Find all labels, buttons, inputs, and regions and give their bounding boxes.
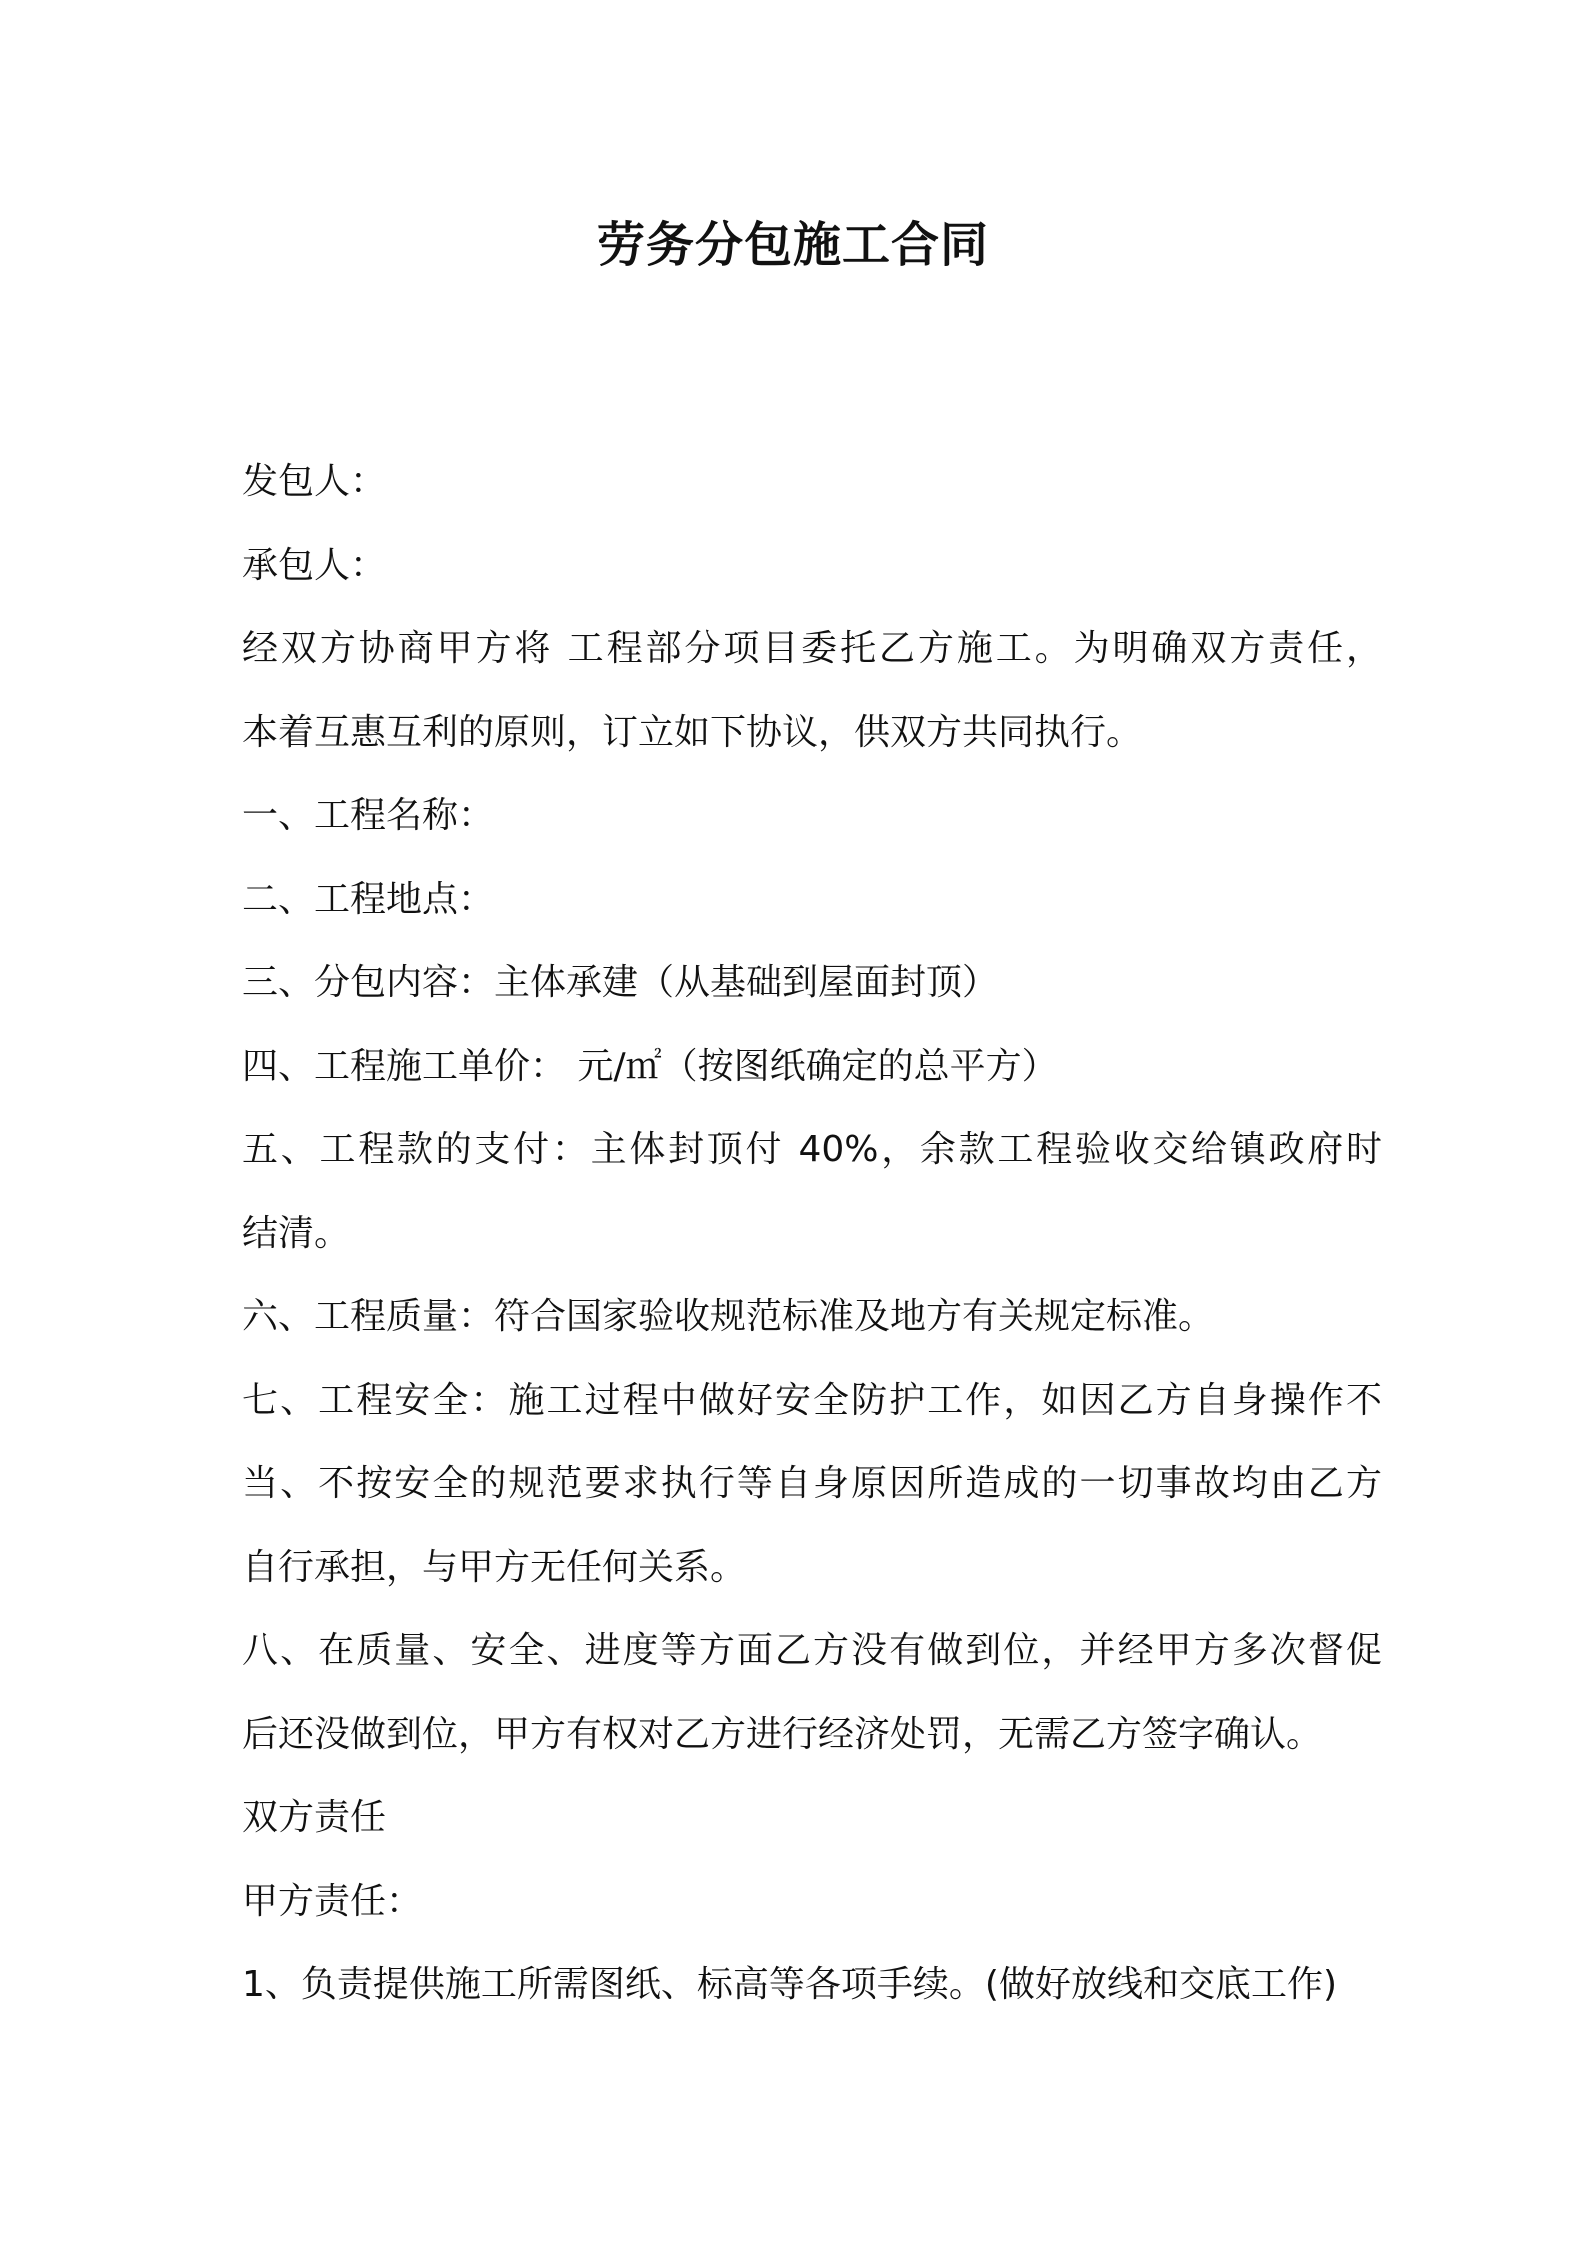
- clause-safety-line-3: 自行承担，与甲方无任何关系。: [242, 1546, 747, 1588]
- employer-line: 发包人：: [242, 461, 387, 502]
- clause-payment-line-2: 结清。: [242, 1212, 351, 1254]
- clause-penalty-line-2: 后还没做到位，甲方有权对乙方进行经济处罚，无需乙方签字确认。: [242, 1713, 1323, 1755]
- clause-unit-price: 四、工程施工单价： 元/㎡（按图纸确定的总平方）: [242, 1045, 1058, 1087]
- contract-title: 劳务分包施工合同: [596, 217, 989, 273]
- contractor-line: 承包人：: [242, 544, 387, 586]
- clause-subcontract-scope: 三、分包内容：主体承建（从基础到屋面封顶）: [242, 962, 999, 1003]
- contract-body: [242, 440, 1382, 2027]
- clause-quality: 六、工程质量：符合国家验收规范标准及地方有关规定标准。: [242, 1296, 1215, 1337]
- section-party-a-responsibilities: 甲方责任：: [242, 1880, 423, 1922]
- clause-safety-line-1: 七、工程安全：施工过程中做好安全防护工作，如因乙方自身操作不: [242, 1379, 1382, 1421]
- clause-project-name: 一、工程名称：: [242, 795, 495, 836]
- section-mutual-responsibilities: 双方责任: [242, 1797, 387, 1838]
- clause-project-location: 二、工程地点：: [242, 878, 495, 920]
- clause-penalty-line-1: 八、在质量、安全、进度等方面乙方没有做到位，并经甲方多次督促: [242, 1630, 1382, 1671]
- party-a-item-1: 1、负责提供施工所需图纸、标高等各项手续。(做好放线和交底工作): [242, 1964, 1337, 2005]
- intro-line-1: 经双方协商甲方将 工程部分项目委托乙方施工。为明确双方责任，: [242, 628, 1382, 669]
- intro-line-2: 本着互惠互利的原则，订立如下协议，供双方共同执行。: [242, 711, 1143, 753]
- clause-safety-line-2: 当、不按安全的规范要求执行等自身原因所造成的一切事故均由乙方: [242, 1463, 1382, 1504]
- clause-payment-line-1: 五、工程款的支付：主体封顶付 40%，余款工程验收交给镇政府时: [242, 1129, 1382, 1170]
